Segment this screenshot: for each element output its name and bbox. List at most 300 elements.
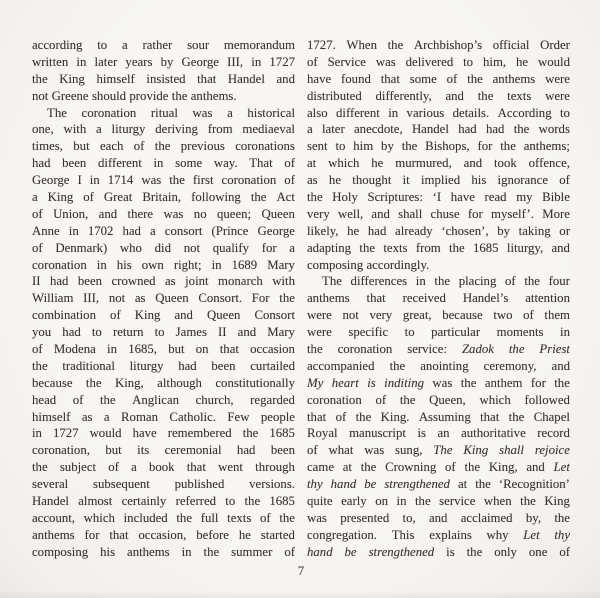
text-line	[307, 54, 570, 71]
word: composing	[32, 544, 89, 559]
word: 1685	[472, 240, 499, 255]
word: to	[154, 325, 165, 340]
word-italic: hand	[307, 544, 333, 559]
word: King	[47, 190, 74, 205]
word-italic: Let	[553, 460, 570, 475]
word: coronation	[32, 257, 87, 272]
word: by,	[525, 510, 542, 525]
word: in	[96, 257, 107, 272]
word-italic: rejoice	[534, 443, 570, 458]
word: a	[227, 105, 233, 120]
word: a	[121, 38, 128, 52]
word: the	[32, 358, 48, 373]
word: Anne	[32, 223, 60, 238]
word: of	[505, 274, 516, 289]
word: following	[191, 190, 241, 205]
word: Queen	[207, 308, 241, 323]
word: of	[307, 54, 318, 69]
word: times,	[32, 139, 63, 154]
word: anthems.	[190, 88, 237, 103]
word: deriving	[155, 122, 198, 137]
word: service:	[407, 342, 448, 357]
word: not	[342, 308, 359, 323]
word: him	[353, 139, 374, 154]
word: that	[307, 409, 327, 424]
word: went	[218, 460, 243, 475]
word: were	[307, 308, 332, 323]
word: have	[450, 190, 475, 205]
word: James	[175, 325, 207, 340]
text-line	[32, 257, 295, 274]
text-line	[307, 273, 570, 290]
word: included	[123, 510, 168, 525]
word: the	[475, 477, 491, 492]
word: particular	[431, 325, 481, 340]
word: had	[236, 443, 256, 458]
word: well,	[337, 206, 364, 221]
word: acclaimed	[460, 510, 513, 525]
text-line	[307, 138, 570, 155]
word: to	[404, 325, 415, 340]
word: were	[307, 325, 332, 340]
word: anthems	[127, 544, 170, 559]
word: he	[347, 223, 360, 238]
word: a	[96, 122, 102, 137]
word: The	[322, 274, 342, 289]
word: have	[307, 71, 332, 86]
word: and	[445, 88, 464, 103]
word: the	[434, 274, 451, 289]
word: According	[497, 105, 552, 120]
word: shall	[398, 206, 423, 221]
word: authoritative	[461, 426, 526, 441]
word: people	[260, 409, 295, 424]
text-line	[32, 442, 295, 459]
word: Royal	[307, 426, 338, 441]
word: of	[446, 71, 458, 86]
word: to,	[402, 510, 416, 525]
word: a	[289, 240, 295, 255]
word: why	[486, 527, 509, 542]
text-line	[32, 375, 295, 392]
word: I	[77, 173, 82, 188]
word: Greene	[51, 88, 89, 103]
word: in	[153, 156, 164, 171]
word: and	[174, 308, 193, 323]
word: of	[335, 409, 347, 424]
text-line	[32, 493, 295, 510]
word: was	[163, 206, 184, 221]
page-number: 7	[297, 564, 305, 578]
text-line	[307, 476, 570, 493]
word: of	[72, 392, 84, 407]
word: words	[538, 122, 570, 137]
word: had	[62, 325, 81, 340]
word: the	[360, 460, 377, 475]
word: and	[371, 206, 390, 221]
word: the	[387, 38, 404, 52]
word-italic: thy	[307, 477, 323, 492]
word: the	[99, 392, 116, 407]
word: the	[32, 71, 48, 86]
word: had	[122, 223, 141, 238]
word: George	[181, 54, 219, 69]
word: as	[81, 409, 93, 424]
word: queen;	[216, 206, 252, 221]
word: and	[428, 510, 448, 525]
text-line	[307, 257, 570, 274]
word: provide	[129, 88, 169, 103]
word: not	[183, 240, 201, 255]
word: were	[545, 71, 570, 86]
text-line	[32, 392, 295, 409]
word: liturgy	[129, 358, 164, 373]
word: ceremonial	[164, 443, 222, 458]
word: II	[218, 325, 227, 340]
word-italic: heart	[331, 375, 359, 390]
word: consort	[164, 223, 203, 238]
word: in	[107, 342, 117, 357]
word: composing	[307, 257, 364, 272]
word: of	[110, 308, 121, 323]
text-line	[307, 71, 570, 88]
word: in	[251, 54, 262, 69]
word: memorandum	[223, 38, 295, 52]
word: he	[371, 156, 384, 171]
word: his	[471, 173, 487, 188]
word: in	[560, 325, 570, 340]
text-line	[307, 409, 570, 426]
word: would	[537, 54, 570, 69]
word: Consort.	[198, 291, 243, 306]
word-italic: be	[344, 544, 357, 559]
word: the	[355, 409, 372, 424]
word: himself	[32, 409, 71, 424]
word: the	[460, 375, 477, 390]
text-line	[307, 392, 570, 409]
word: at	[457, 477, 468, 492]
text-line	[307, 544, 570, 561]
word: rather	[142, 38, 173, 52]
word: of	[375, 392, 387, 407]
word: several	[32, 477, 69, 492]
word: the	[203, 544, 220, 559]
word: anointing	[420, 358, 469, 373]
word: mediaeval	[242, 122, 295, 137]
word: sung,	[395, 443, 423, 458]
word: coronation,	[32, 443, 90, 458]
word: 1702	[87, 223, 114, 238]
word: a	[131, 460, 137, 475]
word: started	[260, 527, 295, 542]
word: of	[445, 460, 456, 475]
word: had	[485, 122, 505, 137]
word: William	[32, 291, 74, 306]
word: each	[99, 139, 124, 154]
word: insisted	[146, 71, 186, 86]
word: from	[415, 240, 441, 255]
word: and	[551, 358, 570, 373]
word: Holy	[332, 190, 358, 205]
word: King.	[380, 409, 410, 424]
word: account,	[32, 510, 75, 525]
word: of	[32, 206, 43, 221]
word: Handel’s	[462, 291, 509, 306]
word: coronation	[81, 105, 137, 120]
text-line	[32, 71, 295, 88]
text-line	[32, 307, 295, 324]
text-line	[307, 189, 570, 206]
word: when	[483, 494, 512, 509]
word: a	[150, 223, 156, 238]
word: Service	[327, 54, 366, 69]
word: them	[544, 308, 570, 323]
text-line	[32, 172, 295, 189]
word: was	[364, 443, 385, 458]
word: Handel	[411, 122, 449, 137]
word: who	[119, 240, 142, 255]
text-line	[32, 105, 295, 122]
word-italic: King	[463, 443, 489, 458]
word-italic: Let	[523, 527, 540, 542]
word: although	[157, 375, 202, 390]
word: that	[366, 291, 386, 306]
word: III,	[83, 291, 100, 306]
word: Assuming	[418, 409, 471, 424]
word: his	[100, 544, 116, 559]
word: is	[446, 544, 455, 559]
word: combination	[32, 308, 96, 323]
word: Union,	[53, 206, 89, 221]
text-line	[307, 527, 570, 544]
word: an	[437, 426, 450, 441]
word: but	[168, 342, 185, 357]
word: the	[467, 71, 483, 86]
word: ‘I	[432, 190, 442, 205]
word: 1685,	[128, 342, 157, 357]
word: myself’.	[491, 206, 535, 221]
word: almost	[78, 494, 113, 509]
word: 1727.	[307, 38, 336, 52]
word: for	[84, 527, 100, 542]
word: the	[415, 494, 431, 509]
word: been	[211, 358, 236, 373]
word: some	[409, 71, 437, 86]
word: likely,	[307, 223, 339, 238]
word: that	[197, 71, 217, 86]
word: Queen,	[429, 392, 466, 407]
word: the	[250, 190, 267, 205]
text-line	[32, 290, 295, 307]
word: with	[63, 122, 87, 137]
word: constitutionally	[215, 375, 295, 390]
word: years	[125, 54, 153, 69]
text-line	[32, 273, 295, 290]
word: book	[148, 460, 175, 475]
word: specific	[348, 325, 389, 340]
word: anthems	[32, 527, 75, 542]
word: was	[192, 105, 213, 120]
word: Mary	[267, 325, 295, 340]
word: the	[464, 460, 481, 475]
word: the	[477, 88, 494, 103]
text-columns	[32, 37, 570, 561]
word: taking	[518, 223, 551, 238]
word: which	[328, 156, 360, 171]
word: it	[402, 173, 410, 188]
word: in	[181, 544, 192, 559]
word: the	[524, 274, 540, 289]
word: Crowning	[385, 460, 437, 475]
word: been	[77, 274, 103, 289]
word: curtailed	[250, 358, 295, 373]
word: implied	[421, 173, 461, 188]
word: some	[175, 156, 203, 171]
word: accordingly.	[366, 257, 430, 272]
text-line	[32, 240, 295, 257]
word: King,	[488, 460, 518, 475]
word: adapting	[307, 240, 352, 255]
word: my	[516, 190, 533, 205]
word: by	[381, 139, 394, 154]
word: at	[307, 156, 317, 171]
word: first	[192, 173, 214, 188]
text-line	[307, 425, 570, 442]
word: been	[270, 443, 295, 458]
word: to	[91, 325, 102, 340]
word: by	[160, 54, 174, 69]
word: for	[467, 206, 483, 221]
word: or	[559, 223, 570, 238]
text-line	[32, 189, 295, 206]
word: full	[200, 510, 219, 525]
word: and	[98, 206, 118, 221]
word: chuse	[430, 206, 460, 221]
word: way.	[213, 156, 238, 171]
word: because	[32, 375, 73, 390]
word: Roman	[121, 409, 158, 424]
word: the	[554, 375, 570, 390]
word: the	[554, 510, 570, 525]
word: the	[279, 291, 295, 306]
word: More	[542, 206, 570, 221]
text-line	[307, 307, 570, 324]
word: in	[68, 223, 79, 238]
word: the	[389, 358, 406, 373]
word: accompanied	[307, 358, 375, 373]
word: liturgy,	[506, 240, 544, 255]
word: Few	[227, 409, 250, 424]
word-italic: Priest	[539, 342, 570, 357]
text-line	[307, 459, 570, 476]
word: one	[528, 544, 548, 559]
word: the	[399, 392, 416, 407]
word: had	[49, 274, 69, 289]
word: and	[551, 240, 570, 255]
word: what	[328, 443, 354, 458]
word: sour	[187, 38, 210, 52]
page-edge-shadow	[0, 591, 600, 598]
word: the	[466, 544, 483, 559]
text-line	[32, 527, 295, 544]
word: one,	[32, 122, 54, 137]
word: delivered	[405, 54, 454, 69]
word: been	[62, 156, 87, 171]
word: came	[307, 460, 334, 475]
word: Great	[103, 190, 133, 205]
word-italic: shall	[499, 443, 524, 458]
word-italic: the	[508, 342, 525, 357]
word: published	[174, 477, 225, 492]
word: in	[415, 274, 426, 289]
word: previous	[180, 139, 225, 154]
word: qualify	[212, 240, 249, 255]
word: differently,	[375, 88, 432, 103]
word: which	[83, 510, 115, 525]
word: George	[257, 223, 295, 238]
word: should	[91, 88, 127, 103]
word: the	[85, 375, 102, 390]
word: of	[307, 443, 318, 458]
word: great,	[402, 308, 432, 323]
word-italic: hand	[330, 477, 357, 492]
text-line	[307, 290, 570, 307]
word: because	[442, 308, 483, 323]
word: church,	[195, 392, 234, 407]
word: service	[439, 494, 476, 509]
word: versions.	[249, 477, 295, 492]
word: 1685	[269, 426, 295, 441]
word: King	[544, 494, 570, 509]
word: but	[73, 139, 90, 154]
text-line	[32, 341, 295, 358]
text-line	[32, 476, 295, 493]
text-line	[32, 409, 295, 426]
word: murmured,	[395, 156, 452, 171]
text-line	[32, 510, 295, 527]
text-line	[307, 206, 570, 223]
word: were	[545, 88, 570, 103]
word: as	[134, 291, 146, 306]
text-line	[32, 206, 295, 223]
text-line	[307, 493, 570, 510]
word: Queen	[155, 291, 189, 306]
word: texts	[227, 510, 252, 525]
word: and	[463, 156, 483, 171]
text-column-right	[307, 37, 570, 561]
word: there	[127, 206, 154, 221]
word: the	[520, 494, 536, 509]
word-italic: My	[307, 375, 324, 390]
word: have	[132, 426, 157, 441]
word: had	[367, 223, 387, 238]
word: received	[402, 291, 446, 306]
word: by	[497, 223, 511, 238]
word: of	[108, 460, 119, 475]
word: he	[515, 54, 529, 69]
word: quite	[307, 494, 333, 509]
word: also	[307, 105, 328, 120]
word: II	[32, 274, 41, 289]
text-line	[307, 105, 570, 122]
word: had	[458, 122, 477, 137]
word: monarch	[218, 274, 263, 289]
word: not	[32, 88, 49, 103]
word: coronations	[235, 139, 295, 154]
word: anthems	[492, 71, 536, 86]
word: of	[284, 156, 295, 171]
word: presented	[340, 510, 390, 525]
